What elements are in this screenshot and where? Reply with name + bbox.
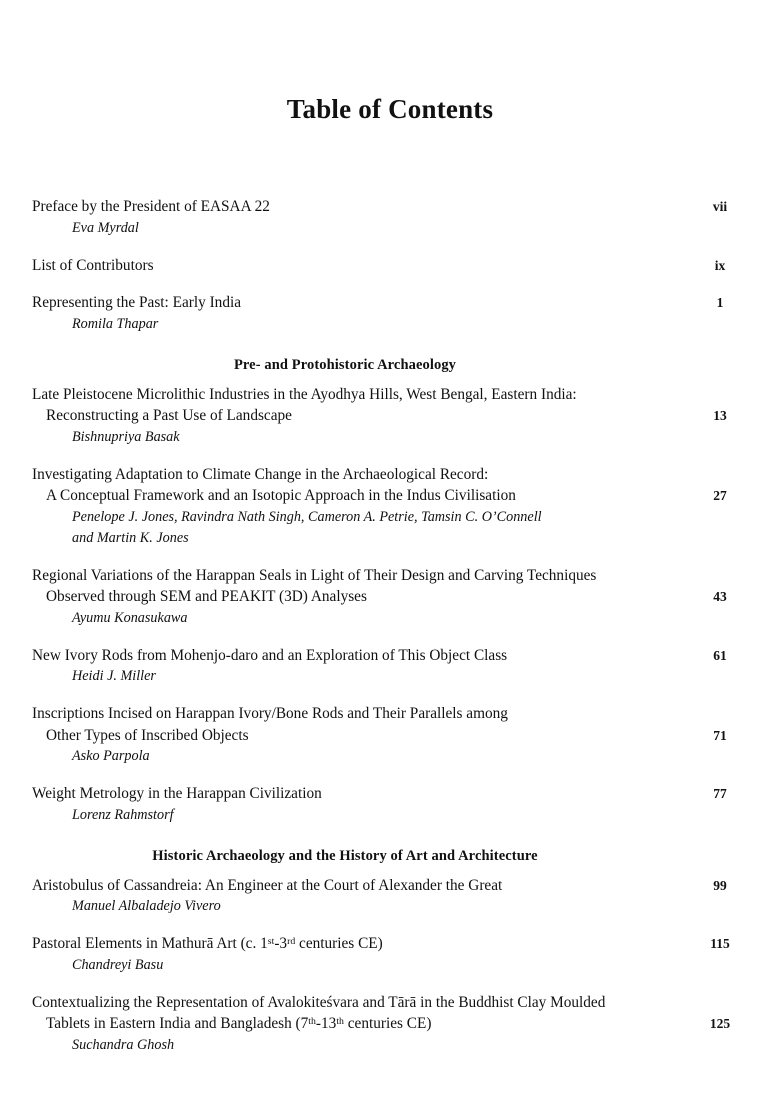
toc-entry[interactable] [0, 783, 780, 826]
toc-entry-title-line: A Conceptual Framework and an Isotopic Approach in the Indus Civilisation [46, 487, 516, 504]
toc-entry-author: Asko Parpola [72, 748, 150, 764]
toc-entry-title-line: Regional Variations of the Harappan Seals in Light of Their Design and Carving Techniques [32, 566, 597, 584]
toc-entry-page-number: 27 [713, 488, 727, 503]
toc-entry-page-number: 1 [716, 295, 724, 310]
toc-entry-body [0, 292, 640, 335]
toc-entry[interactable] [0, 565, 780, 629]
toc-entry-body [0, 992, 640, 1056]
toc-entry-title-line: Observed through SEM and PEAKIT (3D) Analyses [46, 588, 367, 605]
toc-entry-body [0, 255, 640, 277]
toc-entry-page-number: 13 [713, 408, 727, 423]
toc-entry-author: Ayumu Konasukawa [72, 609, 188, 626]
toc-entry-title-line: Contextualizing the Representation of Avalokiteśvara and Tārā in the Buddhist Clay Moulded [32, 993, 606, 1011]
toc-entry[interactable] [0, 875, 780, 918]
toc-entry-author: Manuel Albaladejo Vivero [72, 898, 221, 914]
toc-entry-title-line: Investigating Adaptation to Climate Change in the Archaeological Record: [32, 465, 489, 483]
toc-entry-title-line: Late Pleistocene Microlithic Industries in the Ayodhya Hills, West Bengal, Eastern India: [32, 385, 577, 403]
toc-entry-body [0, 783, 640, 826]
toc-entry[interactable] [0, 933, 780, 976]
toc-entry-author: Eva Myrdal [72, 219, 139, 236]
toc-entry-body [0, 875, 640, 918]
toc-entry[interactable] [0, 645, 780, 688]
toc-entry[interactable] [0, 255, 780, 277]
toc-entry-body [0, 645, 640, 688]
toc-entry-page-number: 43 [713, 589, 727, 604]
toc-entry-author: Suchandra Ghosh [72, 1036, 175, 1053]
toc-entry[interactable] [0, 464, 780, 549]
toc-entry-body [0, 384, 640, 448]
toc-entry-title-line: Aristobulus of Cassandreia: An Engineer at the Court of Alexander the Great [32, 876, 503, 894]
toc-entry-page-number: ix [714, 257, 726, 273]
toc-entry-title-line: Reconstructing a Past Use of Landscape [46, 407, 292, 424]
toc-entry[interactable] [0, 703, 780, 767]
toc-entry-title-line: Other Types of Inscribed Objects [46, 726, 249, 744]
toc-entry-author: Heidi J. Miller [72, 668, 156, 684]
toc-entry-title-line: Tablets in Eastern India and Bangladesh (7th-13th centuries CE) [46, 1015, 432, 1032]
toc-entry-page-number: vii [712, 199, 728, 214]
toc-entry-page-number: 125 [709, 1016, 731, 1031]
toc-entry-page-number: 77 [713, 786, 727, 801]
toc-entry-title-line: Weight Metrology in the Harappan Civilization [32, 785, 322, 802]
toc-entry-title-line: Pastoral Elements in Mathurā Art (c. 1st-3rd centuries CE) [32, 935, 383, 952]
toc-entry[interactable] [0, 292, 780, 335]
toc-entry-page-number: 115 [710, 936, 730, 951]
toc-entry-body [0, 933, 640, 976]
toc-entry[interactable] [0, 384, 780, 448]
page-title: Table of Contents [286, 94, 494, 124]
toc-entry-title-line: New Ivory Rods from Mohenjo-daro and an Exploration of This Object Class [32, 646, 508, 664]
toc-entry-author: Romila Thapar [72, 315, 159, 332]
toc-entry-title-line: List of Contributors [32, 256, 154, 274]
toc-entry-author: Lorenz Rahmstorf [72, 806, 174, 823]
toc-entry-title-line: Preface by the President of EASAA 22 [32, 198, 270, 215]
toc-entry-page-number: 71 [713, 727, 727, 743]
toc-list [0, 196, 780, 1072]
toc-entry[interactable] [0, 196, 780, 239]
toc-entry-page-number: 99 [713, 877, 727, 893]
toc-section-heading: Pre- and Protohistoric Archaeology [233, 356, 457, 373]
toc-entry-body [0, 464, 640, 549]
toc-entry-author: Penelope J. Jones, Ravindra Nath Singh, Cameron A. Petrie, Tamsin C. O’Connell [72, 508, 542, 525]
toc-entry-title-line: Representing the Past: Early India [32, 294, 242, 311]
toc-entry-page-number: 61 [713, 647, 727, 663]
toc-entry-author: Bishnupriya Basak [72, 428, 180, 445]
toc-section-heading: Historic Archaeology and the History of Art and Architecture [152, 847, 538, 864]
toc-entry-body [0, 703, 640, 767]
toc-entry-body [0, 565, 640, 629]
toc-entry-body [0, 196, 640, 239]
toc-entry[interactable] [0, 992, 780, 1056]
toc-entry-author: Chandreyi Basu [72, 956, 164, 973]
toc-entry-title-line: Inscriptions Incised on Harappan Ivory/Bone Rods and Their Parallels among [32, 705, 508, 722]
toc-entry-author: and Martin K. Jones [72, 529, 189, 546]
